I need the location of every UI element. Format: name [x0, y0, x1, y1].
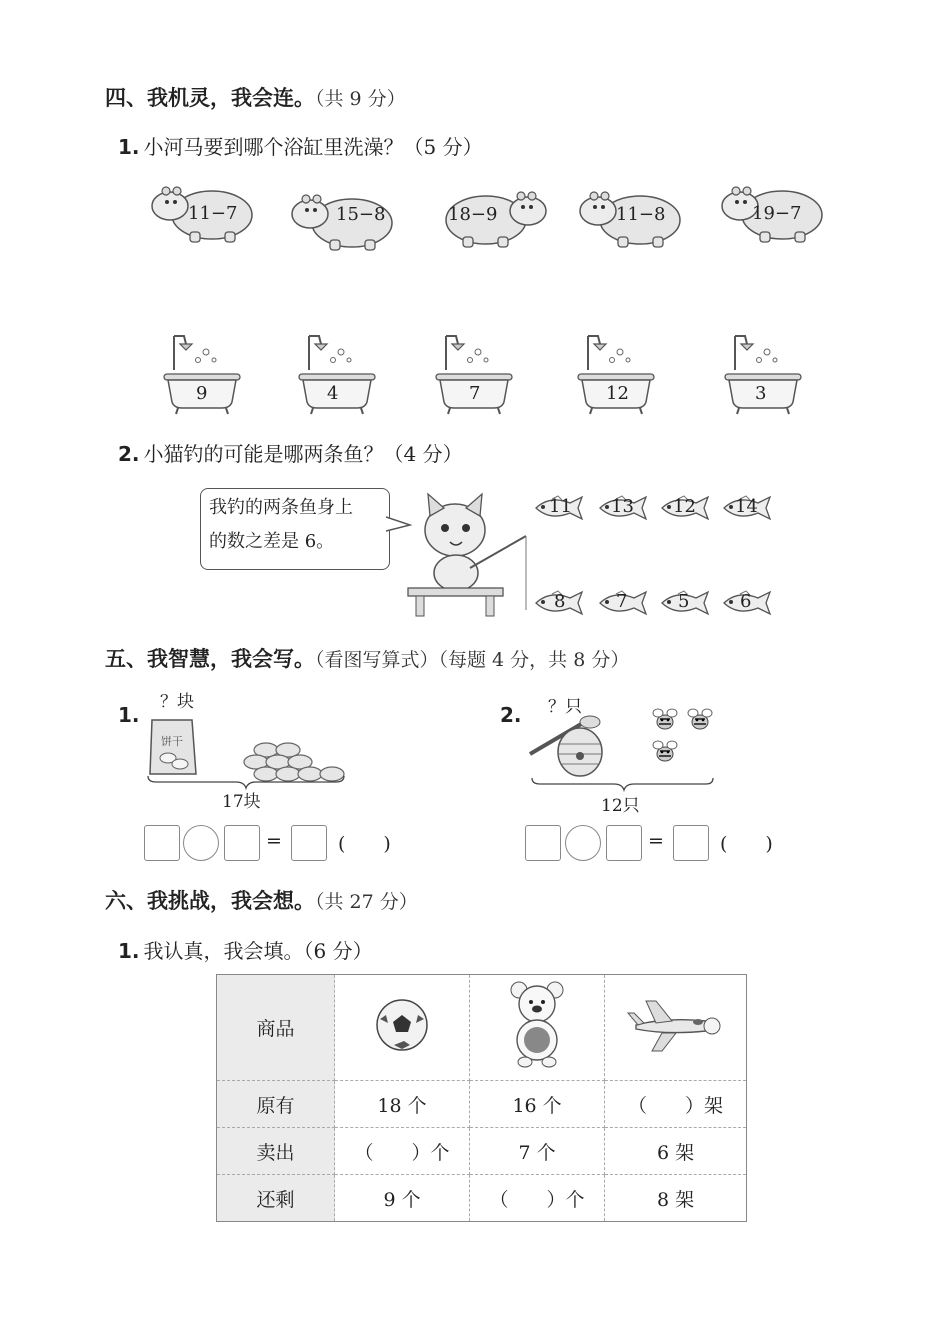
bathtub-number: 3: [755, 383, 767, 404]
hippo-expression: 18−9: [448, 204, 498, 225]
airplane-cell: [605, 975, 747, 1081]
bathtub-number: 7: [469, 383, 481, 404]
fish-number: 14: [735, 496, 758, 517]
answer-box[interactable]: [525, 825, 561, 861]
teddy-bear-icon: [505, 980, 569, 1070]
table-cell-blank[interactable]: （ ）架: [605, 1081, 747, 1128]
total-brace: [530, 776, 715, 792]
total-label: 12只: [601, 796, 640, 816]
table-row-goods: [217, 975, 747, 1081]
fish-6[interactable]: [718, 589, 774, 617]
bathtub-number: 12: [606, 383, 629, 404]
section5-note: （看图写算式）（每题 4 分，共 8 分）: [315, 649, 630, 671]
table-cell: 16 个: [470, 1081, 605, 1128]
question-number: 1.: [118, 135, 140, 159]
unit-blank[interactable]: ( ): [338, 833, 391, 855]
answer-box[interactable]: [673, 825, 709, 861]
question-text: 我认真，我会填。（6 分）: [143, 939, 373, 963]
speech-bubble: [200, 488, 390, 570]
answer-box[interactable]: [144, 825, 180, 861]
operator-circle[interactable]: [183, 825, 219, 861]
hippo-expression: 19−7: [752, 203, 802, 224]
section6-title: 六、我挑战，我会想。: [105, 889, 315, 913]
fish-7[interactable]: [594, 589, 650, 617]
fish-number: 5: [678, 591, 690, 612]
fish-11[interactable]: [530, 494, 586, 522]
section4-title: 四、我机灵，我会连。: [105, 86, 315, 110]
bathtub-5[interactable]: [723, 330, 803, 415]
bathtub-2[interactable]: [297, 330, 377, 415]
fish-number: 7: [616, 591, 628, 612]
equals-sign: =: [648, 830, 664, 852]
equals-sign: =: [266, 830, 282, 852]
table-cell: 9 个: [335, 1175, 470, 1222]
hippo-2[interactable]: [290, 188, 400, 253]
problem-5-2-number: [500, 703, 526, 727]
row-label: 原有: [217, 1081, 335, 1128]
bathtub-number: 4: [327, 383, 339, 404]
cat-fishing-illustration: [400, 488, 530, 618]
section5-heading: [105, 643, 629, 673]
fish-number: 12: [673, 496, 696, 517]
total-label: 17块: [222, 792, 261, 812]
row-label: 还剩: [217, 1175, 335, 1222]
question-4-2: [118, 438, 463, 467]
hippo-expression: 11−7: [188, 203, 238, 224]
row-label: 卖出: [217, 1128, 335, 1175]
fish-12[interactable]: [656, 494, 712, 522]
answer-box[interactable]: [224, 825, 260, 861]
cookie-bag-label: 饼干: [161, 735, 183, 748]
question-4-1: [118, 131, 483, 160]
fish-number: 6: [740, 591, 752, 612]
table-row-remaining: [217, 1175, 747, 1222]
fish-5[interactable]: [656, 589, 712, 617]
beehive-illustration: [528, 710, 628, 780]
hippo-expression: 11−8: [616, 204, 666, 225]
speech-line-2: 的数之差是 6。: [209, 531, 335, 552]
fish-number: 13: [611, 496, 634, 517]
answer-box[interactable]: [291, 825, 327, 861]
soccer-ball-icon: [374, 997, 430, 1053]
bee-icon: [650, 738, 680, 764]
table-row-original: [217, 1081, 747, 1128]
table-cell: 6 架: [605, 1128, 747, 1175]
table-cell: 18 个: [335, 1081, 470, 1128]
question-number: 2.: [118, 442, 140, 466]
section5-title: 五、我智慧，我会写。: [105, 647, 315, 671]
fish-number: 11: [549, 496, 572, 517]
question-text: 小猫钓的可能是哪两条鱼？（4 分）: [143, 442, 463, 466]
bee-icon: [685, 706, 715, 732]
hippo-expression: 15−8: [336, 204, 386, 225]
goods-table: [216, 974, 747, 1222]
answer-box[interactable]: [606, 825, 642, 861]
bathtub-4[interactable]: [576, 330, 656, 415]
section6-heading: [105, 885, 418, 915]
table-cell: 7 个: [470, 1128, 605, 1175]
table-row-sold: [217, 1128, 747, 1175]
unknown-label: ？只: [548, 697, 582, 717]
question-6-1: [118, 935, 373, 964]
section4-note: （共 9 分）: [315, 88, 406, 110]
question-number: 2.: [500, 703, 522, 727]
airplane-icon: [626, 995, 726, 1055]
teddy-bear-cell: [470, 975, 605, 1081]
table-header-cell: 商品: [217, 975, 335, 1081]
bathtub-3[interactable]: [434, 330, 514, 415]
bee-icon: [650, 706, 680, 732]
bathtub-number: 9: [196, 383, 208, 404]
hippo-3[interactable]: [438, 185, 548, 250]
section4-heading: [105, 82, 406, 112]
hippo-5[interactable]: [720, 180, 830, 245]
question-number: 1.: [118, 939, 140, 963]
fish-number: 8: [554, 591, 566, 612]
operator-circle[interactable]: [565, 825, 601, 861]
table-cell-blank[interactable]: （ ）个: [335, 1128, 470, 1175]
hippo-4[interactable]: [578, 185, 688, 250]
hippo-1[interactable]: [150, 180, 260, 245]
bathtub-1[interactable]: [162, 330, 242, 415]
speech-line-1: 我钓的两条鱼身上: [209, 497, 353, 518]
table-cell: 8 架: [605, 1175, 747, 1222]
soccer-ball-cell: [335, 975, 470, 1081]
problem-5-1-number: [118, 703, 144, 727]
fish-14[interactable]: [718, 494, 774, 522]
section6-note: （共 27 分）: [315, 891, 418, 913]
question-number: 1.: [118, 703, 140, 727]
question-text: 小河马要到哪个浴缸里洗澡？（5 分）: [143, 135, 483, 159]
unknown-label: ？块: [160, 692, 194, 712]
fish-8[interactable]: [530, 589, 586, 617]
fish-13[interactable]: [594, 494, 650, 522]
unit-blank[interactable]: ( ): [720, 833, 773, 855]
table-cell-blank[interactable]: （ ）个: [470, 1175, 605, 1222]
